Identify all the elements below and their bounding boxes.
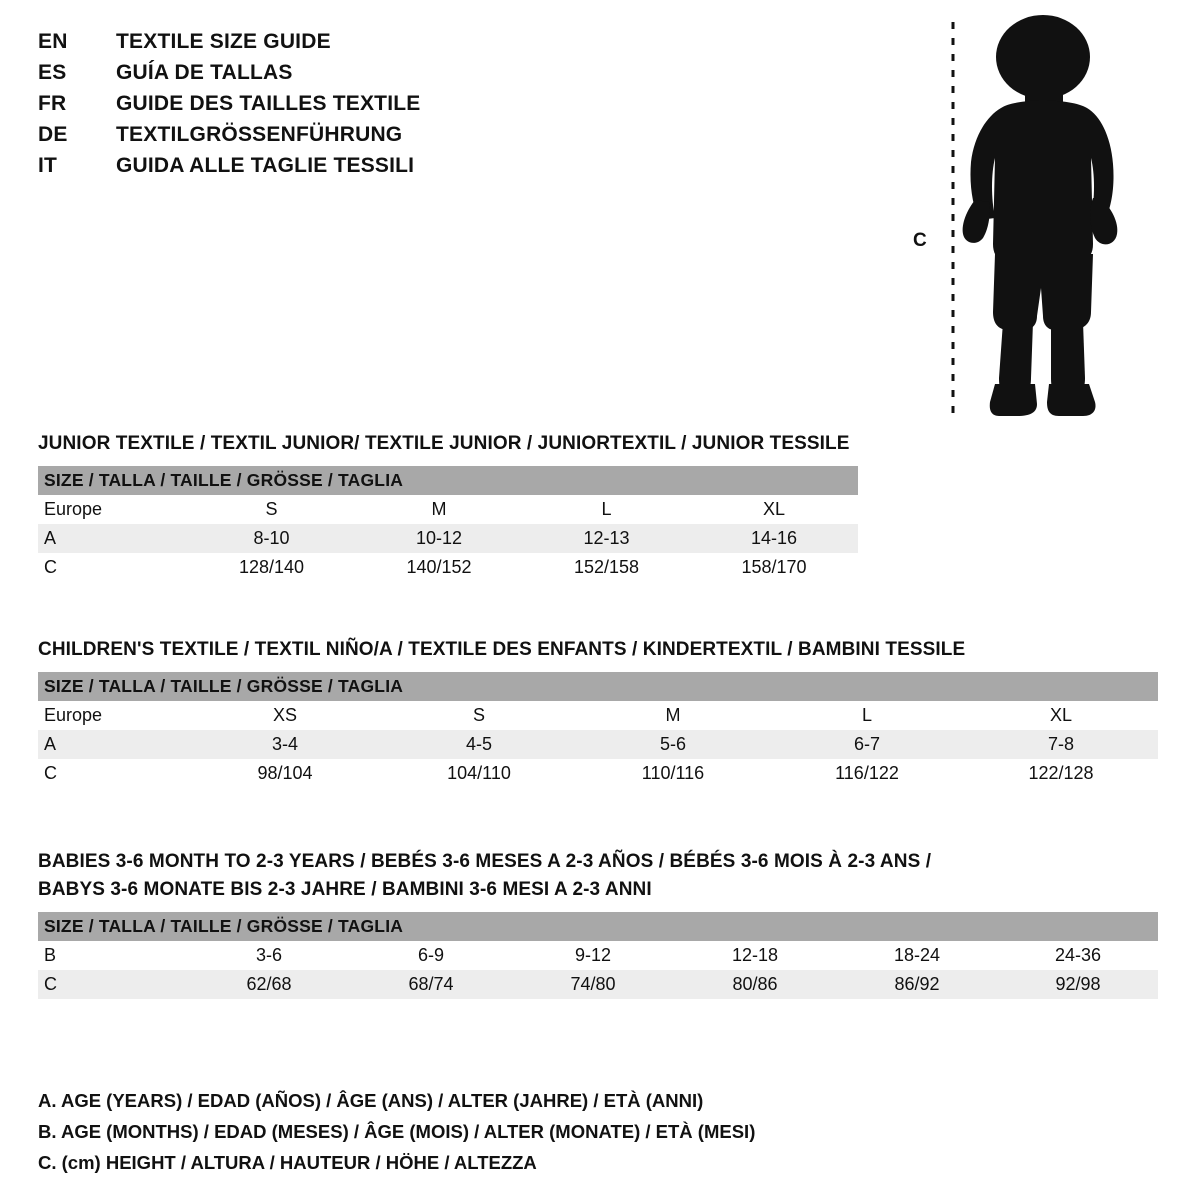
cell-value: 12-13 — [523, 524, 690, 553]
cell-value: 140/152 — [355, 553, 523, 582]
section-junior — [38, 430, 858, 582]
children-size-table — [38, 672, 1158, 788]
language-row — [38, 30, 598, 61]
row-label: A — [38, 524, 188, 553]
cell-value: 14-16 — [690, 524, 858, 553]
cell-value: 3-6 — [188, 941, 350, 970]
cell-value: L — [770, 701, 964, 730]
cell-value: 68/74 — [350, 970, 512, 999]
row-label: Europe — [38, 701, 188, 730]
language-code: IT — [38, 154, 58, 177]
cell-value: 4-5 — [382, 730, 576, 759]
height-measure-label: C — [913, 230, 927, 251]
cell-value: S — [188, 495, 355, 524]
legend-block — [38, 1085, 1038, 1178]
language-title-list — [38, 30, 598, 185]
cell-value: 86/92 — [836, 970, 998, 999]
cell-value: 116/122 — [770, 759, 964, 788]
legend-line-a: A. AGE (YEARS) / EDAD (AÑOS) / ÂGE (ANS) / ALTER (JAHRE) / ETÀ (ANNI) — [38, 1090, 704, 1111]
section-title-line2: BABYS 3-6 MONATE BIS 2-3 JAHRE / BAMBINI 3-6 MESI A 2-3 ANNI — [38, 879, 652, 900]
table-row — [38, 941, 1158, 970]
language-row — [38, 61, 598, 92]
language-code: DE — [38, 123, 68, 146]
cell-value: 80/86 — [674, 970, 836, 999]
cell-value: 128/140 — [188, 553, 355, 582]
cell-value: XL — [964, 701, 1158, 730]
table-row — [38, 524, 858, 553]
language-row — [38, 92, 598, 123]
table-row — [38, 759, 1158, 788]
cell-value: 110/116 — [576, 759, 770, 788]
language-row — [38, 154, 598, 185]
row-label: C — [38, 759, 188, 788]
cell-value: 5-6 — [576, 730, 770, 759]
row-label: B — [38, 941, 188, 970]
table-header-row — [38, 466, 858, 495]
language-code: EN — [38, 30, 68, 53]
table-header-label: SIZE / TALLA / TAILLE / GRÖSSE / TAGLIA — [38, 912, 1158, 941]
language-title: GUÍA DE TALLAS — [116, 61, 293, 84]
table-header-row — [38, 912, 1158, 941]
cell-value: 98/104 — [188, 759, 382, 788]
cell-value: 6-7 — [770, 730, 964, 759]
table-header-row — [38, 672, 1158, 701]
language-title: GUIDA ALLE TAGLIE TESSILI — [116, 154, 415, 177]
cell-value: M — [355, 495, 523, 524]
cell-value: 122/128 — [964, 759, 1158, 788]
cell-value: 6-9 — [350, 941, 512, 970]
cell-value: 3-4 — [188, 730, 382, 759]
cell-value: 24-36 — [998, 941, 1158, 970]
section-title: CHILDREN'S TEXTILE / TEXTIL NIÑO/A / TEXTILE DES ENFANTS / KINDERTEXTIL / BAMBINI TESSILE — [38, 639, 966, 660]
table-row — [38, 970, 1158, 999]
section-babies — [38, 848, 1158, 999]
row-label: A — [38, 730, 188, 759]
row-label: Europe — [38, 495, 188, 524]
cell-value: 62/68 — [188, 970, 350, 999]
cell-value: 74/80 — [512, 970, 674, 999]
child-silhouette-icon — [905, 12, 1165, 424]
table-row — [38, 730, 1158, 759]
section-children — [38, 636, 1158, 788]
legend-line-c: C. (cm) HEIGHT / ALTURA / HAUTEUR / HÖHE / ALTEZZA — [38, 1152, 537, 1173]
table-header-label: SIZE / TALLA / TAILLE / GRÖSSE / TAGLIA — [38, 466, 858, 495]
cell-value: 104/110 — [382, 759, 576, 788]
language-title: TEXTILE SIZE GUIDE — [116, 30, 331, 53]
row-label: C — [38, 553, 188, 582]
section-title: BABIES 3-6 MONTH TO 2-3 YEARS / BEBÉS 3-6 MESES A 2-3 AÑOS / BÉBÉS 3-6 MOIS À 2-3 ANS / — [38, 851, 932, 872]
cell-value: 8-10 — [188, 524, 355, 553]
cell-value: 92/98 — [998, 970, 1158, 999]
table-row — [38, 495, 858, 524]
language-title: GUIDE DES TAILLES TEXTILE — [116, 92, 421, 115]
language-code: ES — [38, 61, 67, 84]
cell-value: 7-8 — [964, 730, 1158, 759]
row-label: C — [38, 970, 188, 999]
table-row — [38, 553, 858, 582]
cell-value: 12-18 — [674, 941, 836, 970]
language-title: TEXTILGRÖSSENFÜHRUNG — [116, 123, 403, 146]
cell-value: M — [576, 701, 770, 730]
cell-value: XS — [188, 701, 382, 730]
cell-value: 152/158 — [523, 553, 690, 582]
section-title: JUNIOR TEXTILE / TEXTIL JUNIOR/ TEXTILE JUNIOR / JUNIORTEXTIL / JUNIOR TESSILE — [38, 433, 850, 454]
babies-size-table — [38, 912, 1158, 999]
language-code: FR — [38, 92, 67, 115]
cell-value: 10-12 — [355, 524, 523, 553]
child-figure — [905, 12, 1165, 424]
legend-line-b: B. AGE (MONTHS) / EDAD (MESES) / ÂGE (MOIS) / ALTER (MONATE) / ETÀ (MESI) — [38, 1121, 756, 1142]
table-header-label: SIZE / TALLA / TAILLE / GRÖSSE / TAGLIA — [38, 672, 1158, 701]
cell-value: 158/170 — [690, 553, 858, 582]
cell-value: L — [523, 495, 690, 524]
cell-value: S — [382, 701, 576, 730]
table-row — [38, 701, 1158, 730]
cell-value: 9-12 — [512, 941, 674, 970]
junior-size-table — [38, 466, 858, 582]
cell-value: 18-24 — [836, 941, 998, 970]
language-row — [38, 123, 598, 154]
cell-value: XL — [690, 495, 858, 524]
